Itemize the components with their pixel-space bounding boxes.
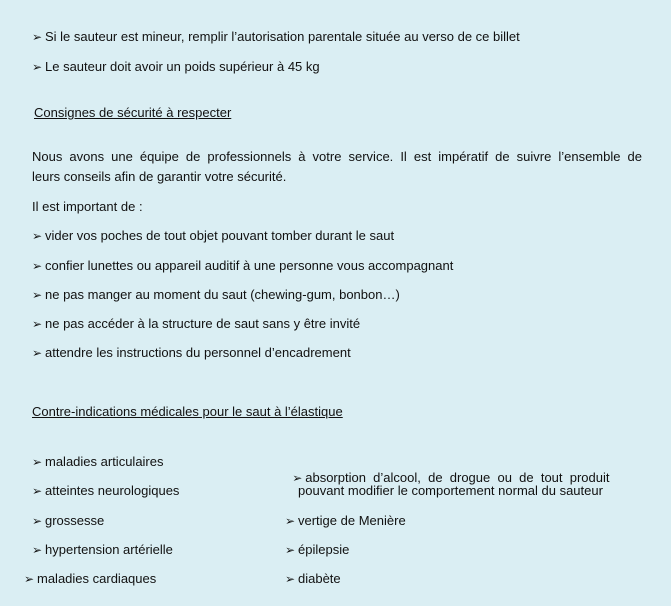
top-bullet-item bbox=[32, 59, 320, 75]
contra-right-item bbox=[285, 454, 610, 486]
top-bullet-text: Si le sauteur est mineur, remplir l’autorisation parentale située au verso de ce billet bbox=[45, 29, 520, 44]
top-bullet-text: Le sauteur doit avoir un poids supérieur à 45 kg bbox=[45, 59, 320, 74]
safety-item-text: attendre les instructions du personnel d’encadrement bbox=[45, 345, 351, 360]
arrow-bullet-icon: ➢ bbox=[32, 288, 43, 302]
safety-item bbox=[32, 287, 400, 303]
arrow-bullet-icon: ➢ bbox=[32, 455, 43, 469]
safety-item bbox=[32, 316, 360, 332]
contra-left-text: hypertension artérielle bbox=[45, 542, 173, 557]
contra-heading: Contre-indications médicales pour le saut à l’élastique bbox=[32, 404, 343, 419]
safety-intro: Il est important de : bbox=[32, 199, 143, 214]
safety-item-text: confier lunettes ou appareil auditif à une personne vous accompagnant bbox=[45, 258, 454, 273]
safety-paragraph-line-2: leurs conseils afin de garantir votre sécurité. bbox=[32, 169, 287, 184]
safety-paragraph-line-1: Nous avons une équipe de professionnels à votre service. Il est impératif de suivre l’ensemble de bbox=[32, 149, 642, 164]
contra-right-text: vertige de Menière bbox=[298, 513, 406, 528]
contra-right-item bbox=[285, 542, 349, 558]
contra-left-item bbox=[24, 571, 156, 587]
contra-left-text: atteintes neurologiques bbox=[45, 483, 180, 498]
arrow-bullet-icon: ➢ bbox=[32, 30, 43, 44]
contra-left-item bbox=[32, 454, 164, 470]
contra-right-text: diabète bbox=[298, 571, 341, 586]
arrow-bullet-icon: ➢ bbox=[32, 543, 43, 557]
contra-right-item bbox=[285, 513, 406, 529]
top-bullet-item bbox=[32, 29, 520, 45]
arrow-bullet-icon: ➢ bbox=[285, 514, 296, 528]
contra-right-item bbox=[285, 571, 341, 587]
arrow-bullet-icon: ➢ bbox=[32, 346, 43, 360]
arrow-bullet-icon: ➢ bbox=[32, 229, 43, 243]
contra-left-text: maladies cardiaques bbox=[37, 571, 157, 586]
contra-left-text: maladies articulaires bbox=[45, 454, 164, 469]
contra-left-text: grossesse bbox=[45, 513, 105, 528]
contra-left-item bbox=[32, 513, 104, 529]
arrow-bullet-icon: ➢ bbox=[32, 317, 43, 331]
arrow-bullet-icon: ➢ bbox=[32, 60, 43, 74]
contra-right-text: épilepsie bbox=[298, 542, 350, 557]
contra-left-item bbox=[32, 483, 179, 499]
safety-item bbox=[32, 258, 453, 274]
arrow-bullet-icon: ➢ bbox=[285, 572, 296, 586]
safety-item-text: vider vos poches de tout objet pouvant tomber durant le saut bbox=[45, 228, 395, 243]
safety-item bbox=[32, 228, 394, 244]
arrow-bullet-icon: ➢ bbox=[24, 572, 35, 586]
arrow-bullet-icon: ➢ bbox=[32, 514, 43, 528]
safety-item bbox=[32, 345, 351, 361]
contra-right-item-continuation: pouvant modifier le comportement normal du sauteur bbox=[298, 483, 603, 498]
safety-heading: Consignes de sécurité à respecter bbox=[34, 105, 232, 120]
arrow-bullet-icon: ➢ bbox=[292, 471, 303, 485]
arrow-bullet-icon: ➢ bbox=[32, 259, 43, 273]
arrow-bullet-icon: ➢ bbox=[285, 543, 296, 557]
safety-item-text: ne pas manger au moment du saut (chewing-gum, bonbon…) bbox=[45, 287, 400, 302]
contra-left-item bbox=[32, 542, 173, 558]
safety-item-text: ne pas accéder à la structure de saut sans y être invité bbox=[45, 316, 361, 331]
arrow-bullet-icon: ➢ bbox=[32, 484, 43, 498]
contra-right-text: absorption d’alcool, de drogue ou de tout produit bbox=[305, 470, 610, 485]
